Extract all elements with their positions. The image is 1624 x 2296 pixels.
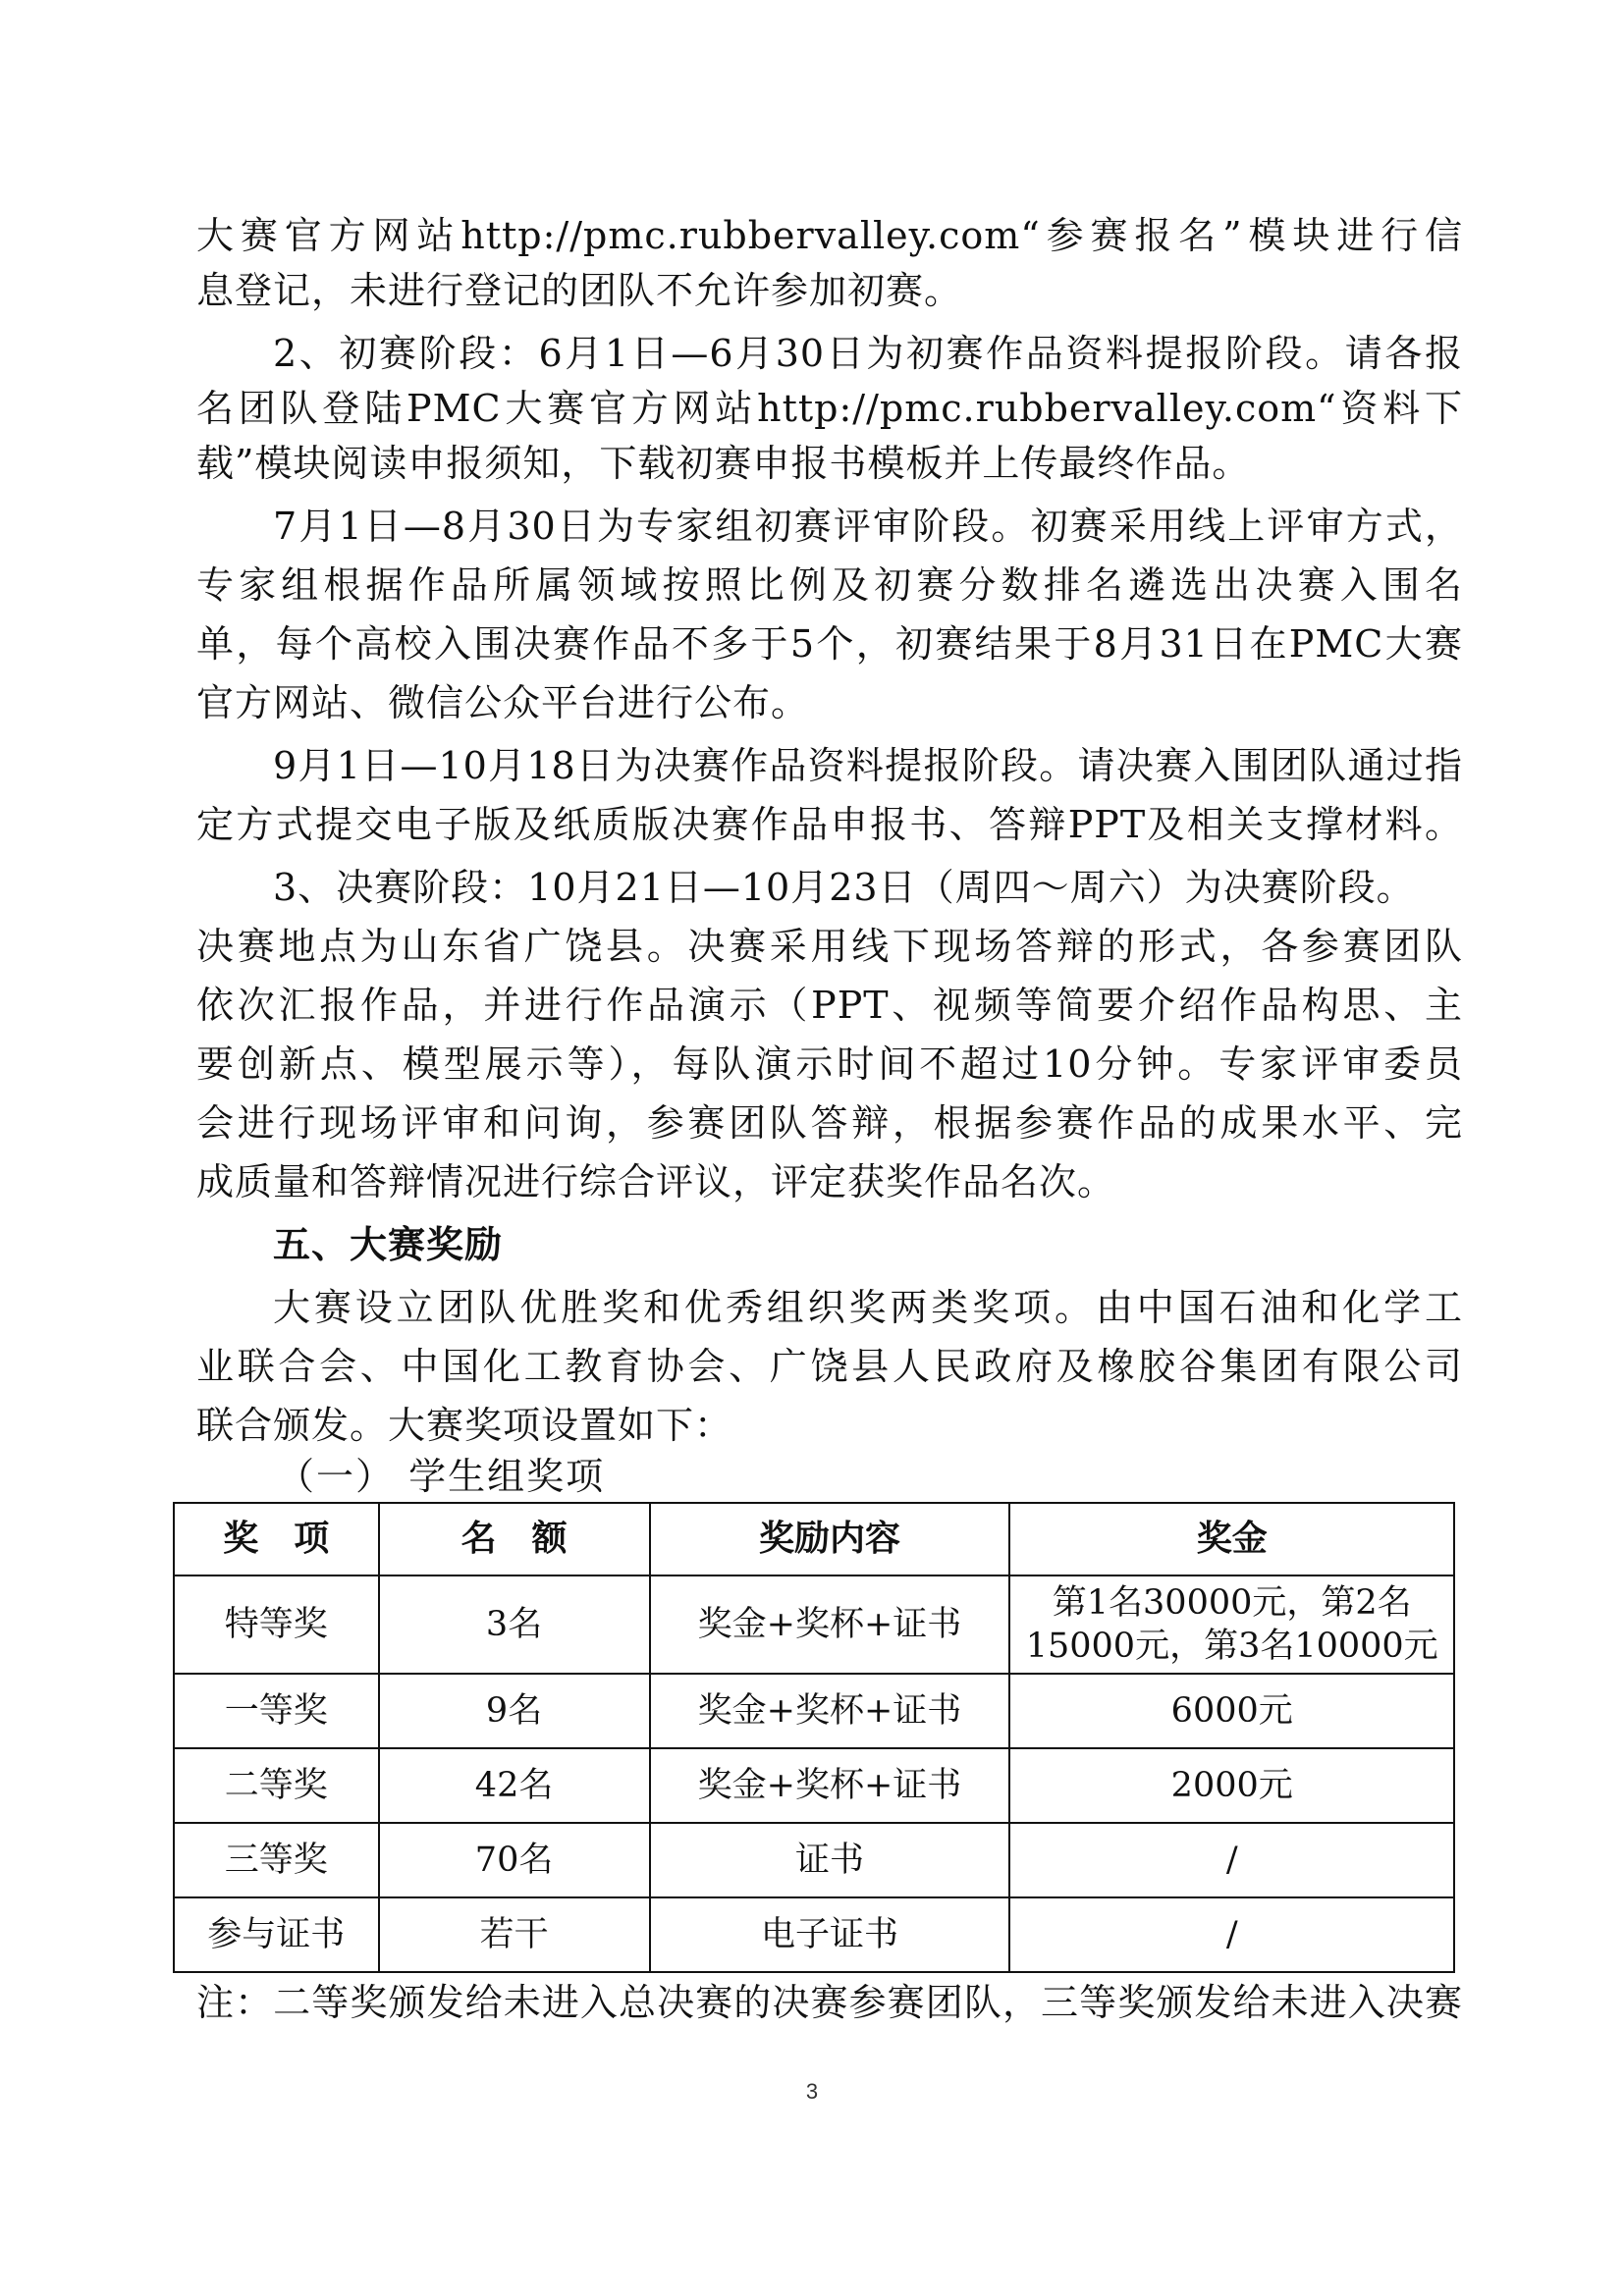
award-content: 电子证书 [650, 1897, 1010, 1972]
award-bonus: 6000元 [1009, 1674, 1454, 1748]
body-line-3: 2、初赛阶段：6月1日—6月30日为初赛作品资料提报阶段。请各报 [273, 332, 1463, 375]
award-quota: 若干 [379, 1897, 650, 1972]
award-bonus: / [1009, 1897, 1454, 1972]
table-row [174, 1674, 1454, 1748]
body-line-9: 官方网站、微信公众平台进行公布。 [196, 681, 810, 724]
body-line-16: 会进行现场评审和问询，参赛团队答辩，根据参赛作品的成果水平、完 [196, 1101, 1463, 1145]
award-content: 奖金+奖杯+证书 [650, 1575, 1010, 1674]
table-header-row [174, 1503, 1454, 1575]
table-row [174, 1748, 1454, 1823]
body-line-15: 要创新点、模型展示等），每队演示时间不超过10分钟。专家评审委员 [196, 1042, 1463, 1086]
table-row [174, 1897, 1454, 1972]
body-line-12: 3、决赛阶段：10月21日—10月23日（周四～周六）为决赛阶段。 [273, 866, 1415, 909]
award-content: 奖金+奖杯+证书 [650, 1674, 1010, 1748]
award-name: 参与证书 [174, 1897, 379, 1972]
award-bonus: / [1009, 1823, 1454, 1897]
award-name: 三等奖 [174, 1823, 379, 1897]
award-bonus-line-2: 15000元，第3名10000元 [1025, 1627, 1438, 1666]
award-quota: 9名 [379, 1674, 650, 1748]
subsection-heading: （一） 学生组奖项 [277, 1455, 606, 1498]
award-intro-line-2: 业联合会、中国化工教育协会、广饶县人民政府及橡胶谷集团有限公司 [196, 1345, 1463, 1388]
table-row [174, 1823, 1454, 1897]
body-line-7: 专家组根据作品所属领域按照比例及初赛分数排名遴选出决赛入围名 [196, 563, 1463, 607]
award-intro-line-3: 联合颁发。大赛奖项设置如下： [196, 1404, 733, 1447]
body-line-8: 单，每个高校入围决赛作品不多于5个，初赛结果于8月31日在PMC大赛 [196, 622, 1463, 666]
body-line-10: 9月1日—10月18日为决赛作品资料提报阶段。请决赛入围团队通过指 [273, 744, 1463, 787]
body-line-11: 定方式提交电子版及纸质版决赛作品申报书、答辩PPT及相关支撑材料。 [196, 803, 1463, 846]
award-quota: 3名 [379, 1575, 650, 1674]
section-heading: 五、大赛奖励 [273, 1223, 504, 1266]
award-content: 证书 [650, 1823, 1010, 1897]
header-quota: 名 额 [379, 1503, 650, 1575]
body-line-5: 载”模块阅读申报须知，下载初赛申报书模板并上传最终作品。 [196, 442, 1251, 485]
award-name: 二等奖 [174, 1748, 379, 1823]
award-name: 特等奖 [174, 1575, 379, 1674]
award-quota: 42名 [379, 1748, 650, 1823]
body-line-6: 7月1日—8月30日为专家组初赛评审阶段。初赛采用线上评审方式， [273, 505, 1463, 548]
body-line-4: 名团队登陆PMC大赛官方网站http://pmc.rubbervalley.com“资料下 [196, 387, 1463, 430]
header-content: 奖励内容 [650, 1503, 1010, 1575]
award-intro-line-1: 大赛设立团队优胜奖和优秀组织奖两类奖项。由中国石油和化学工 [273, 1286, 1463, 1329]
award-bonus-line-1: 第1名30000元，第2名 [1052, 1583, 1412, 1623]
body-line-1: 大赛官方网站http://pmc.rubbervalley.com“参赛报名”模块进行信 [196, 214, 1463, 257]
award-content: 奖金+奖杯+证书 [650, 1748, 1010, 1823]
header-bonus: 奖金 [1009, 1503, 1454, 1575]
body-line-14: 依次汇报作品，并进行作品演示（PPT、视频等简要介绍作品构思、主 [196, 984, 1463, 1027]
award-bonus: 2000元 [1009, 1748, 1454, 1823]
award-bonus [1009, 1575, 1454, 1674]
body-line-13: 决赛地点为山东省广饶县。决赛采用线下现场答辩的形式，各参赛团队 [196, 925, 1463, 968]
body-line-17: 成质量和答辩情况进行综合评议，评定获奖作品名次。 [196, 1160, 1116, 1203]
body-line-2: 息登记，未进行登记的团队不允许参加初赛。 [196, 269, 963, 312]
page-number: 3 [805, 2079, 819, 2104]
header-award: 奖 项 [174, 1503, 379, 1575]
table-row [174, 1575, 1454, 1674]
award-name: 一等奖 [174, 1674, 379, 1748]
awards-table [173, 1502, 1455, 1973]
award-quota: 70名 [379, 1823, 650, 1897]
table-note: 注：二等奖颁发给未进入总决赛的决赛参赛团队，三等奖颁发给未进入决赛 [196, 1981, 1463, 2024]
